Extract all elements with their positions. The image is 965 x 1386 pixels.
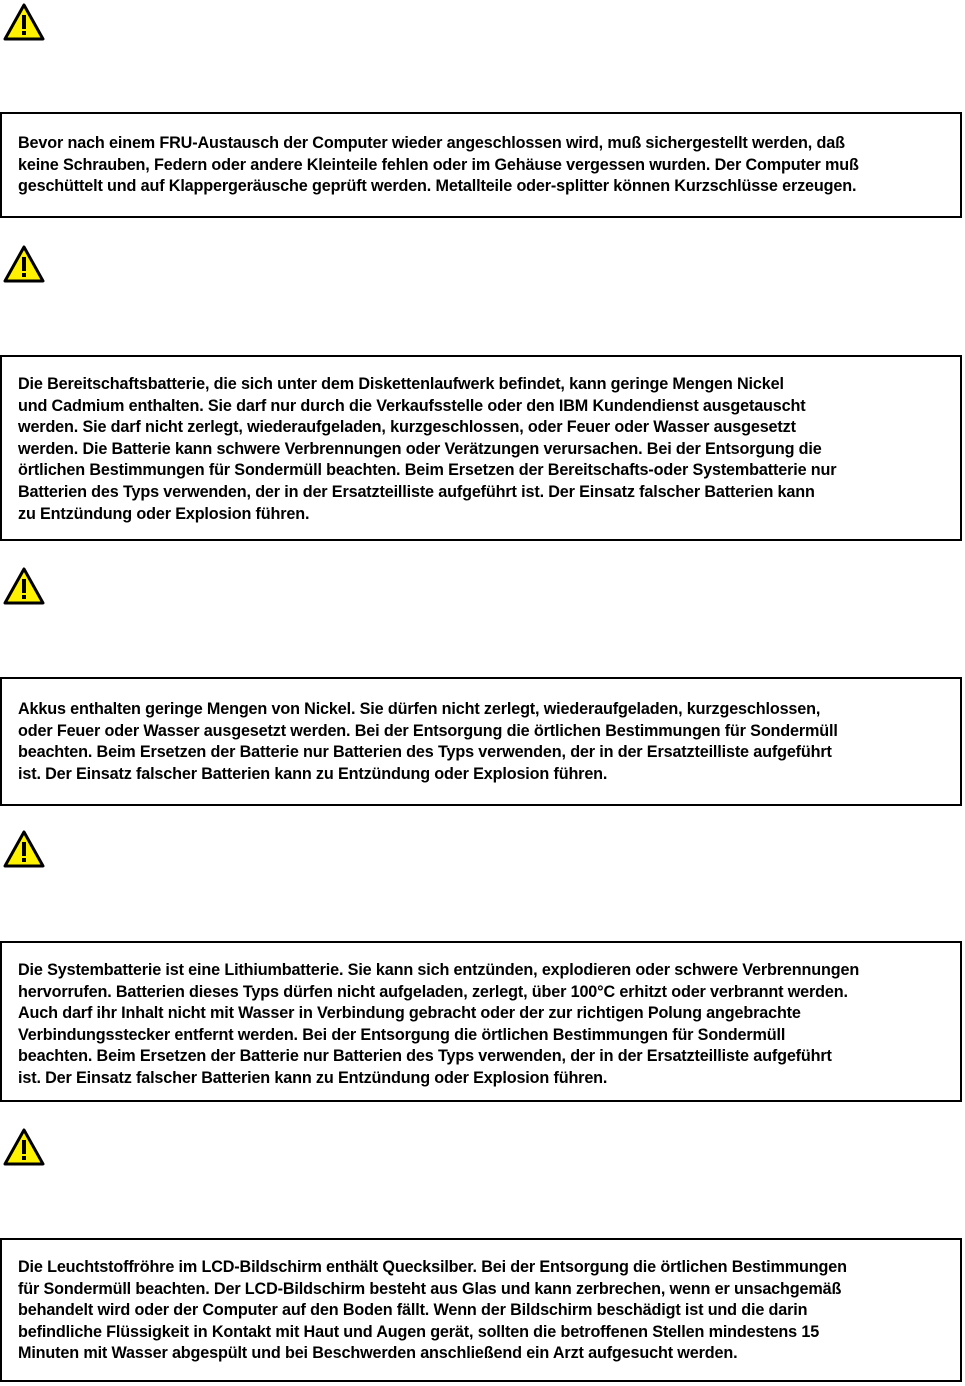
caution-notice-text: [18, 699, 954, 785]
notice-line: Batterien des Typs verwenden, der in der Ersatzteilliste aufgeführt ist. Der Einsatz falscher Batterien kann: [18, 482, 815, 501]
notice-line: beachten. Beim Ersetzen der Batterie nur Batterien des Typs verwenden, der in der Ersatzteilliste aufgeführt: [18, 743, 832, 762]
caution-notice-box: [0, 112, 962, 218]
notice-line: keine Schrauben, Federn oder andere Kleinteile fehlen oder im Gehäuse vergessen wurden. Der Computer muß: [18, 155, 859, 174]
notice-line: Akkus enthalten geringe Mengen von Nickel. Sie dürfen nicht zerlegt, wiederaufgeladen, kurzgeschlossen,: [18, 700, 821, 718]
notice-line: Die Bereitschaftsbatterie, die sich unter dem Diskettenlaufwerk befindet, kann geringe Mengen Nickel: [18, 375, 784, 393]
notice-line: behandelt wird oder der Computer auf den Boden fällt. Wenn der Bildschirm beschädigt ist und die darin: [18, 1301, 808, 1320]
warning-triangle-icon: [2, 829, 46, 869]
notice-line: und Cadmium enthalten. Sie darf nur durch die Verkaufsstelle oder den IBM Kundendienst ausgetauscht: [18, 396, 806, 415]
warning-triangle-icon: [2, 244, 46, 284]
caution-notice-box: [0, 355, 962, 541]
caution-notice-text: [18, 1257, 954, 1365]
warning-triangle-icon: [2, 566, 46, 606]
notice-line: ist. Der Einsatz falscher Batterien kann zu Entzündung oder Explosion führen.: [18, 1068, 608, 1087]
caution-notice-box: [0, 1238, 962, 1382]
notice-line: oder Feuer oder Wasser ausgesetzt werden. Bei der Entsorgung die örtlichen Bestimmungen für Sondermüll: [18, 721, 838, 740]
notice-line: werden. Sie darf nicht zerlegt, wiederaufgeladen, kurzgeschlossen, oder Feuer oder Wasser ausgesetzt: [18, 418, 796, 437]
notice-line: werden. Die Batterie kann schwere Verbrennungen oder Verätzungen verursachen. Bei der Entsorgung die: [18, 439, 822, 458]
warning-triangle-icon: [2, 2, 46, 42]
notice-line: hervorrufen. Batterien dieses Typs dürfen nicht aufgeladen, zerlegt, über 100°C erhitzt oder verbrannt werden.: [18, 982, 848, 1001]
notice-line: Auch darf ihr Inhalt nicht mit Wasser in Verbindung gebracht oder der zur richtigen Polung angebrachte: [18, 1004, 801, 1023]
caution-notice-box: [0, 677, 962, 806]
notice-line: Die Systembatterie ist eine Lithiumbatterie. Sie kann sich entzünden, explodieren oder schwere Verbrennungen: [18, 961, 860, 979]
notice-line: zu Entzündung oder Explosion führen.: [18, 504, 310, 523]
notice-line: beachten. Beim Ersetzen der Batterie nur Batterien des Typs verwenden, der in der Ersatzteilliste aufgeführt: [18, 1047, 832, 1066]
caution-notice-text: [18, 374, 954, 525]
caution-notice-box: [0, 941, 962, 1102]
notice-line: ist. Der Einsatz falscher Batterien kann zu Entzündung oder Explosion führen.: [18, 764, 608, 783]
notice-line: befindliche Flüssigkeit in Kontakt mit Haut und Augen gerät, sollten die betroffenen Stellen mindestens 15: [18, 1322, 820, 1341]
notice-line: für Sondermüll beachten. Der LCD-Bildschirm besteht aus Glas und kann zerbrechen, wenn er unsachgemäß: [18, 1279, 842, 1298]
notice-line: Die Leuchtstoffröhre im LCD-Bildschirm enthält Quecksilber. Bei der Entsorgung die örtlichen Bestimmungen: [18, 1258, 847, 1276]
warning-triangle-icon: [2, 1127, 46, 1167]
notice-line: Minuten mit Wasser abgespült und bei Beschwerden anschließend ein Arzt aufgesucht werden.: [18, 1344, 738, 1363]
notice-line: geschüttelt und auf Klappergeräusche geprüft werden. Metallteile oder-splitter können Kurzschlüsse erzeugen.: [18, 177, 857, 196]
caution-notice-text: [18, 960, 954, 1090]
caution-notice-text: [18, 133, 954, 198]
notice-line: Verbindungsstecker entfernt werden. Bei der Entsorgung die örtlichen Bestimmungen für Sondermüll: [18, 1025, 786, 1044]
notice-line: örtlichen Bestimmungen für Sondermüll beachten. Beim Ersetzen der Bereitschafts-oder Systembatterie nur: [18, 461, 837, 480]
notice-line: Bevor nach einem FRU-Austausch der Computer wieder angeschlossen wird, muß sichergestellt werden, daß: [18, 134, 845, 152]
